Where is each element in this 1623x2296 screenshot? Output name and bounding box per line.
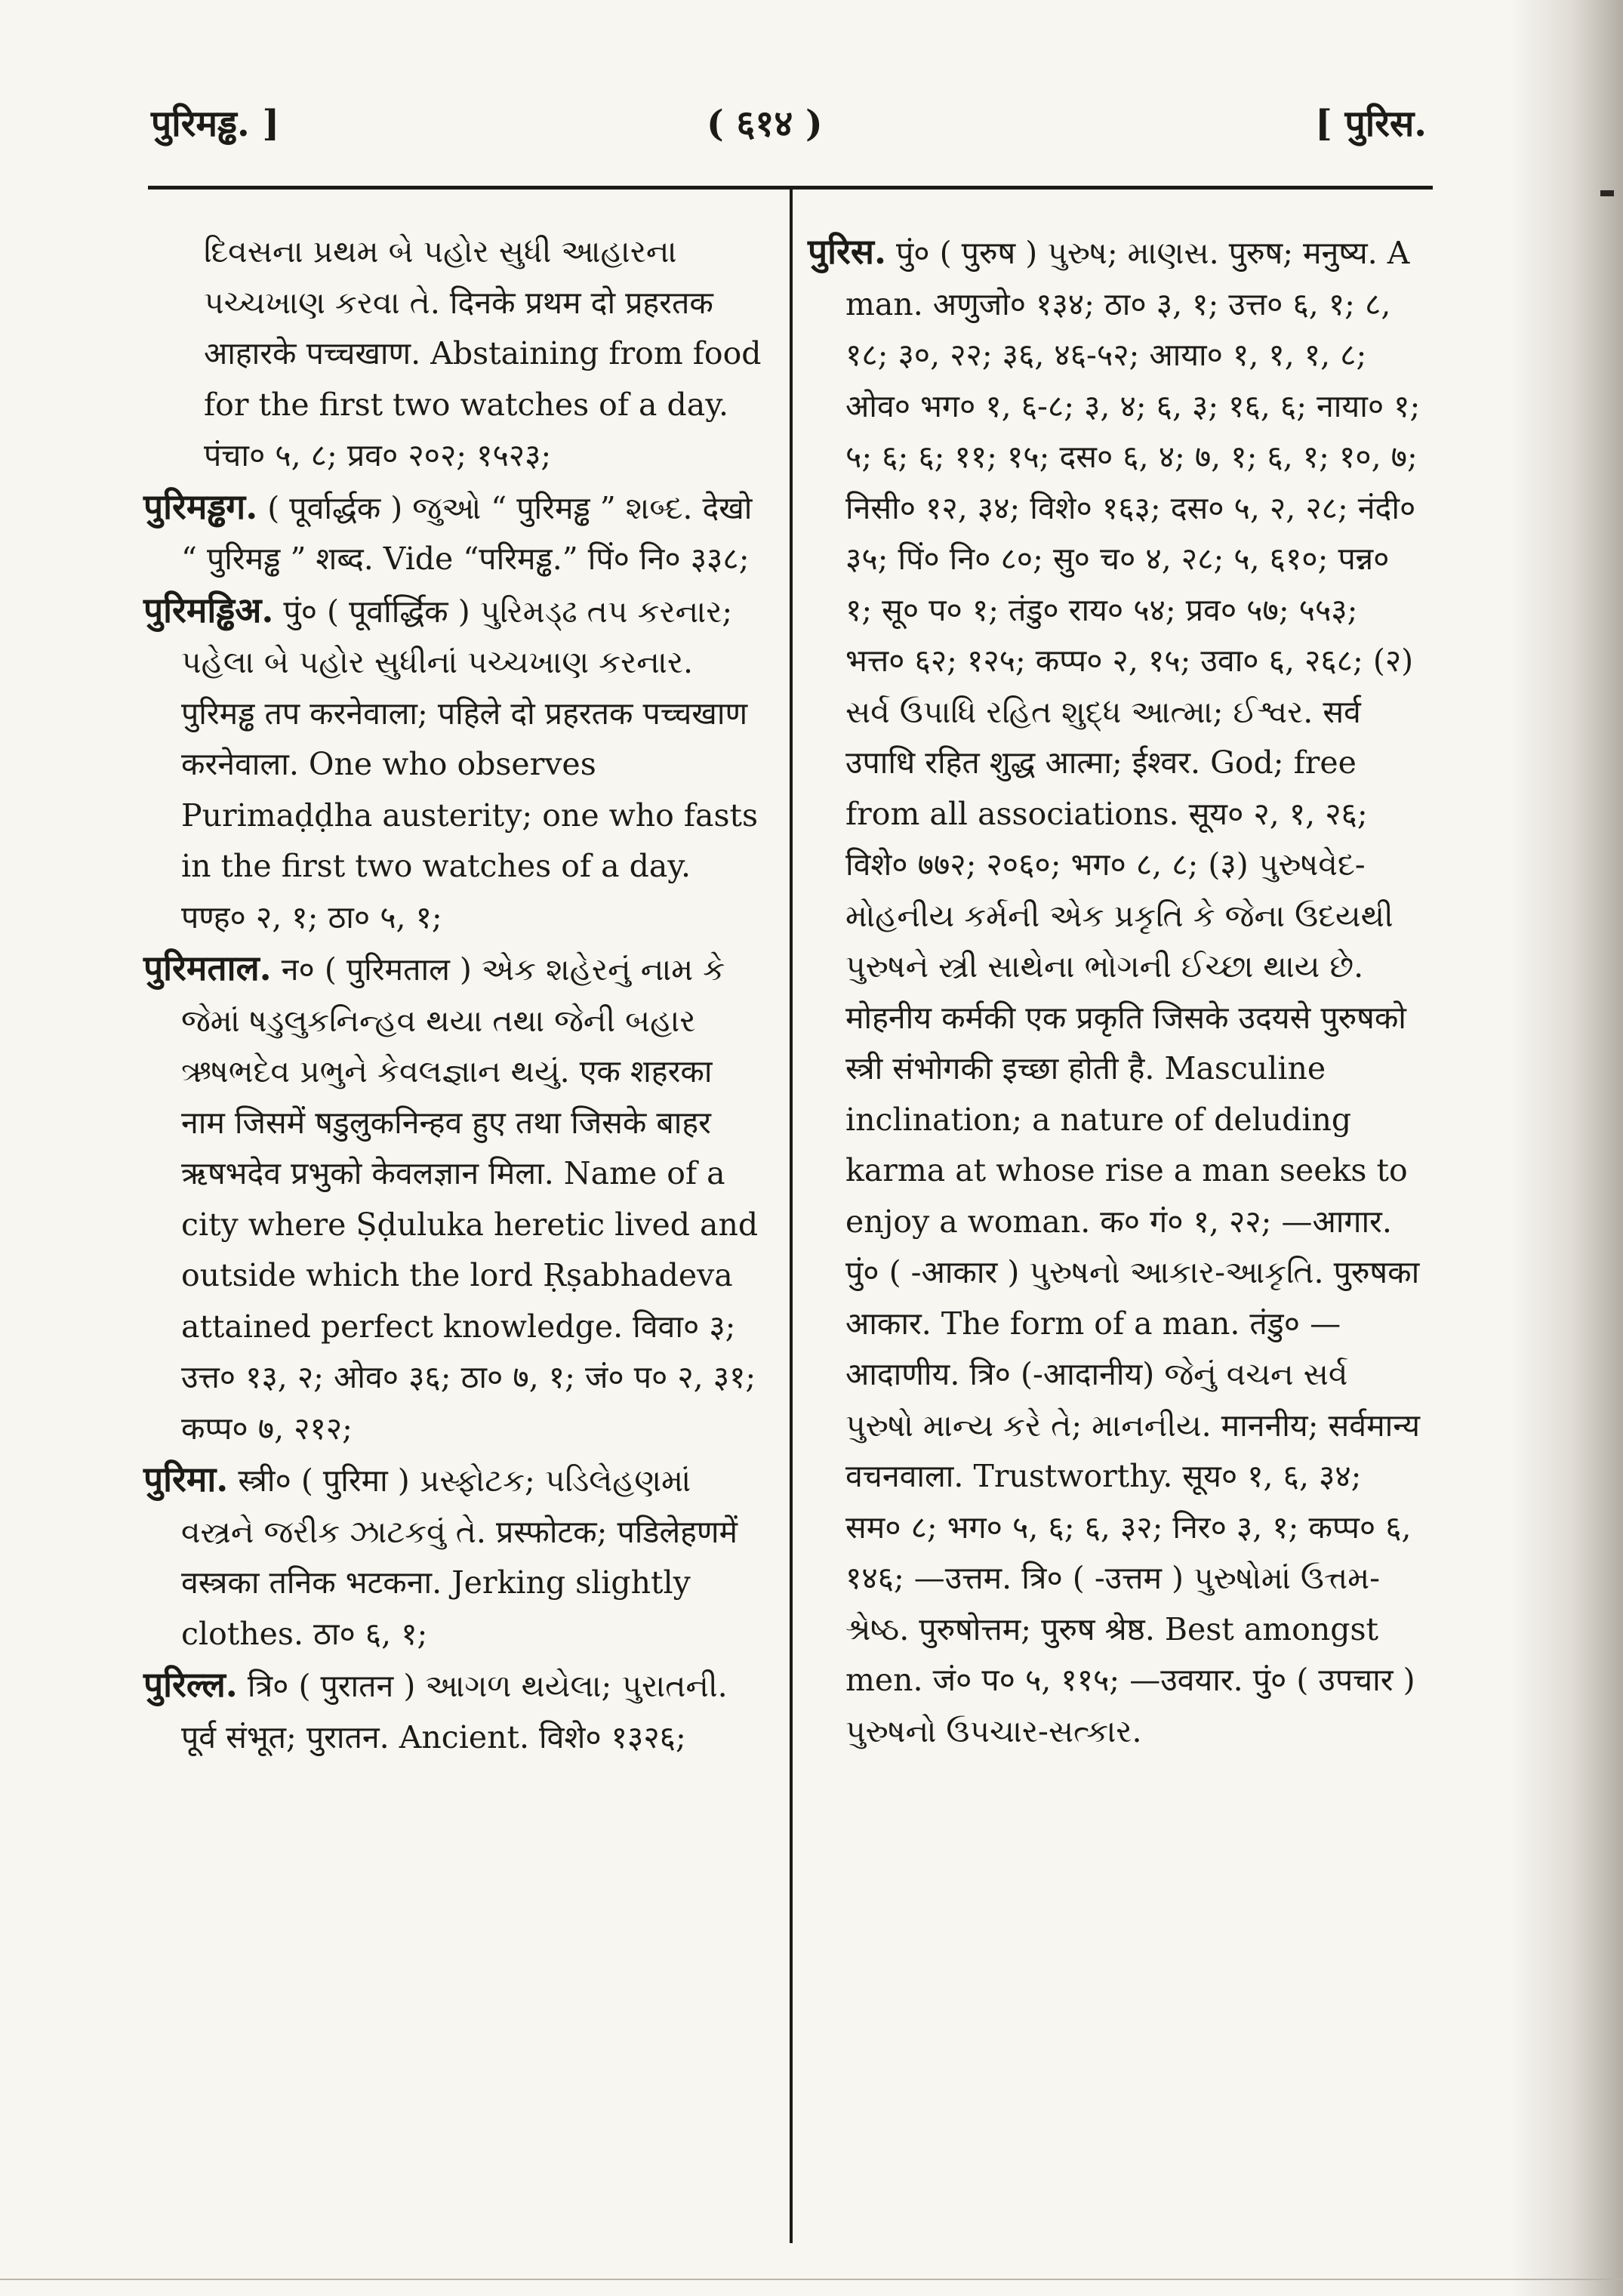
dictionary-entry: [143, 585, 764, 944]
running-header: [151, 91, 1427, 159]
entry-continuation: [143, 227, 764, 482]
left-column: [143, 227, 764, 1763]
column-divider: [790, 190, 793, 2243]
entry-headword: पुरिमड्ढिअ.: [143, 589, 274, 630]
entry-headword: पुरिमा.: [143, 1459, 229, 1499]
dictionary-entry: [143, 943, 764, 1454]
page-edge-shadow: [1510, 0, 1623, 2296]
right-column: [808, 227, 1421, 1757]
entry-headword: पुरिस.: [808, 231, 886, 272]
entry-headword: पुरिल्ल.: [143, 1664, 238, 1705]
dictionary-entry: [143, 482, 764, 585]
dictionary-entry: [143, 1660, 764, 1763]
header-right-guideword: [ पुरिस.: [1315, 103, 1427, 145]
margin-mark: [1600, 190, 1614, 196]
entry-text: न० ( पुरिमताल ) એક શહેરનું નામ કે જેમાં ષડુલુકનિન્હવ થયા તથા જેની બહાર ઋષભદેવ પ્રભુને કેવલજ્ઞાન થયું. एक शहरका नाम जिसमें षडुलुकनिन्हव हुए तथा जिसके बाहर ऋषभदेव प्रभुको केवलज्ञान मिला. Name of a city where Ṣḍuluka heretic lived and outside which the lord Ṛṣabhadeva attained perfect knowledge. विवा० ३; उत्त० १३, २; ओव० ३६; ठा० ७, १; जं० प० २, ३१; कप्प० ७, २१२;: [181, 951, 759, 1447]
entry-text: पुं० ( पुरुष ) પુરુષ; માણસ. पुरुष; मनुष्य. A man. अणुजो० १३४; ठा० ३, १; उत्त० ६, १; ८, १८; ३०, २२; ३६, ४६-५२; आया० १, १, १, ८; ओव० भग० १, ६-८; ३, ४; ६, ३; १६, ६; नाया० १; ५; ६; ६; ११; १५; दस० ६, ४; ७, १; ६, १; १०, ७; निसी० १२, ३४; विशे० १६३; दस० ५, २, २८; नंदी० ३५; पिं० नि० ८०; सु० च० ४, २८; ५, ६१०; पन्न० १; सू० प० १; तंडु० राय० ५४; प्रव० ५७; ५५३; भत्त० ६२; १२५; कप्प० २, १५; उवा० ६, २६८; (२) સર્વ ઉપાધિ રહિત શુદ્ધ આત્મા; ઈશ્વર. सर्व उपाधि रहित शुद्ध आत्मा; ईश्वर. God; free from all associations. सूय० २, १, २६; विशे० ७७२; २०६०; भग० ८, ८; (३) પુરુષવેદ-મોહનીય કર્મની એક પ્રકૃતિ કે જેના ઉદયથી પુરુષને સ્ત્રી સાથેના ભોગની ઈચ્છા થાય છે. मोहनीय कर्मकी एक प्रकृति जिसके उदयसे पुरुषको स्त्री संभोगकी इच्छा होती है. Masculine inclination; a nature of deluding karma at whose rise a man seeks to enjoy a woman. क० गं० १, २२; —आगार. पुं० ( -आकार ) પુરુષનો આકાર-આકૃતિ. पुरुषका आकार. The form of a man. तंडु० —आदाणीय. त्रि० (-आदानीय) જેનું વચન સર્વ પુરુષો માન્ય કરે તે; માનનીય. माननीय; सर्वमान्य वचनवाला. Trustworthy. सूय० १, ६, ३४; सम० ८; भग० ५, ६; ६, ३२; निर० ३, १; कप्प० ६, १४६; —उत्तम. त्रि० ( -उत्तम ) પુરુષોમાં ઉત્તમ-શ્રેષ્ઠ. पुरुषोत्तम; पुरुष श्रेष्ठ. Best amongst men. जं० प० ५, ११५; —उवयार. पुं० ( उपचार ) પુરુષનો ઉપચાર-સત્કાર.: [845, 235, 1421, 1749]
dictionary-entry: [808, 227, 1421, 1757]
entry-text: ( पूर्वार्द्धक ) જુઓ “ पुरिमड्ढ ” શબ્દ. देखो “ पुरिमड्ढ ” शब्द. Vide “परिमड्ढ.” पिं० नि० ३३८;: [181, 489, 753, 577]
entry-text: દિવસના પ્રથમ બે પહોર સુધી આહારના પચ્ચખાણ કરવા તે. दिनके प्रथम दो प्रहरतक आहारके पच्चखाण. Abstaining from food for the first two watches of a day. पंचा० ५, ८; प्रव० २०२; १५२३;: [204, 233, 762, 473]
dictionary-entry: [143, 1454, 764, 1660]
header-left-guideword: पुरिमड्ढ. ]: [151, 103, 280, 145]
bottom-scan-edge: [0, 2279, 1623, 2280]
page-number: ( ६१४ ): [707, 103, 823, 145]
entry-headword: पुरिमताल.: [143, 948, 272, 988]
entry-text: स्त्री० ( पुरिमा ) પ્રસ્ફોટક; પડિલેહણમાં વસ્ત્રને જરીક ઝાટકવું તે. प्रस्फोटक; पडिलेहणमें वस्त्रका तनिक भटकना. Jerking slightly clothes. ठा० ६, १;: [181, 1462, 738, 1652]
entry-text: त्रि० ( पुरातन ) આગળ થયેલા; પુરાતની. पूर्व संभूत; पुरातन. Ancient. विशे० १३२६;: [181, 1668, 728, 1755]
entry-text: पुं० ( पूर्वार्द्धिक ) પુરિમડ્ઢ તપ કરનાર; પહેલા બે પહોર સુધીનાં પચ્ચખાણ કરનાર. पुरिमड्ढ तप करनेवाला; पहिले दो प्रहरतक पच्चखाण करनेवाला. One who observes Purimaḍḍha austerity; one who fasts in the first two watches of a day. पण्ह० २, १; ठा० ५, १;: [181, 593, 759, 935]
entry-headword: पुरिमड्ढग.: [143, 485, 258, 527]
